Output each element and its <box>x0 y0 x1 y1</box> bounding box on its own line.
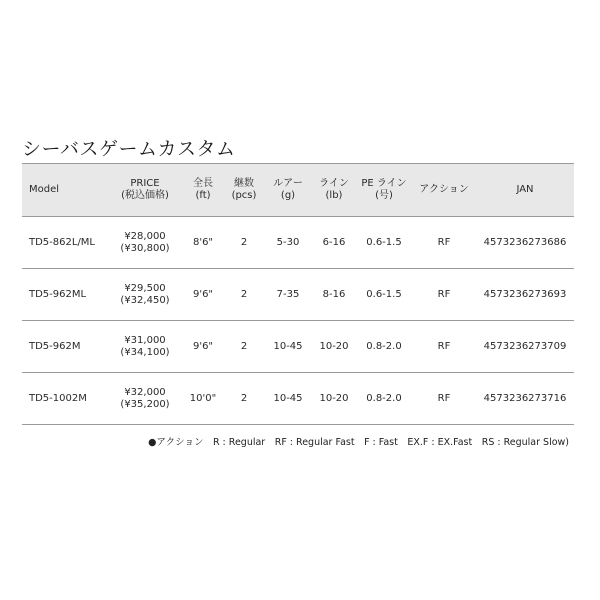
jan-cell: 4573236273709 <box>476 321 574 373</box>
pieces-cell: 2 <box>224 217 264 269</box>
table-header-row <box>22 164 574 217</box>
table-row <box>22 373 574 425</box>
model-cell: TD5-862L/ML <box>22 217 108 269</box>
table-row <box>22 269 574 321</box>
header-pieces: 継数 (pcs) <box>224 164 264 217</box>
spec-table <box>22 163 574 425</box>
length-cell: 9'6" <box>182 321 224 373</box>
action-cell: RF <box>412 217 476 269</box>
pieces-cell: 2 <box>224 321 264 373</box>
action-cell: RF <box>412 269 476 321</box>
length-cell: 10'0" <box>182 373 224 425</box>
length-cell: 8'6" <box>182 217 224 269</box>
page-title: シーバスゲームカスタム <box>22 138 236 160</box>
line-cell: 8-16 <box>312 269 356 321</box>
header-lure: ルアー (g) <box>264 164 312 217</box>
model-cell: TD5-962M <box>22 321 108 373</box>
line-cell: 10-20 <box>312 373 356 425</box>
lure-cell: 7-35 <box>264 269 312 321</box>
line-cell: 6-16 <box>312 217 356 269</box>
price-cell: ¥29,500 (¥32,450) <box>108 269 182 321</box>
table-row <box>22 217 574 269</box>
header-line: ライン (lb) <box>312 164 356 217</box>
jan-cell: 4573236273693 <box>476 269 574 321</box>
header-pe-line: PE ライン (号) <box>356 164 412 217</box>
model-cell: TD5-1002M <box>22 373 108 425</box>
length-cell: 9'6" <box>182 269 224 321</box>
price-cell: ¥32,000 (¥35,200) <box>108 373 182 425</box>
pe-line-cell: 0.8-2.0 <box>356 321 412 373</box>
action-cell: RF <box>412 373 476 425</box>
pe-line-cell: 0.6-1.5 <box>356 269 412 321</box>
line-cell: 10-20 <box>312 321 356 373</box>
pieces-cell: 2 <box>224 373 264 425</box>
pe-line-cell: 0.8-2.0 <box>356 373 412 425</box>
action-legend-footnote: ●アクション R : Regular RF : Regular Fast F : Fast EX.F : EX.Fast RS : Regular Slow) <box>148 437 569 448</box>
jan-cell: 4573236273686 <box>476 217 574 269</box>
pe-line-cell: 0.6-1.5 <box>356 217 412 269</box>
header-action: アクション <box>412 164 476 217</box>
lure-cell: 10-45 <box>264 321 312 373</box>
header-price: PRICE (税込価格) <box>108 164 182 217</box>
lure-cell: 5-30 <box>264 217 312 269</box>
jan-cell: 4573236273716 <box>476 373 574 425</box>
header-length: 全長 (ft) <box>182 164 224 217</box>
model-cell: TD5-962ML <box>22 269 108 321</box>
price-cell: ¥31,000 (¥34,100) <box>108 321 182 373</box>
price-cell: ¥28,000 (¥30,800) <box>108 217 182 269</box>
header-jan: JAN <box>476 164 574 217</box>
action-cell: RF <box>412 321 476 373</box>
pieces-cell: 2 <box>224 269 264 321</box>
table-row <box>22 321 574 373</box>
lure-cell: 10-45 <box>264 373 312 425</box>
header-model: Model <box>22 164 108 217</box>
